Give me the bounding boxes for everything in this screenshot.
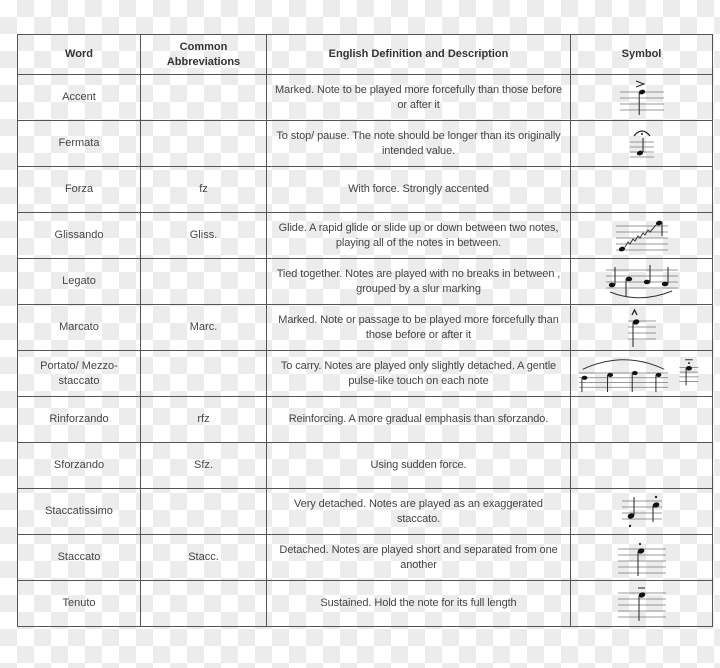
word-cell: Fermata (18, 121, 141, 167)
table-row (18, 305, 713, 351)
table-row (18, 535, 713, 581)
symbol-cell (571, 351, 713, 397)
table-row (18, 75, 713, 121)
table-row (18, 351, 713, 397)
word-cell: Glissando (18, 213, 141, 259)
definition-cell: Tied together. Notes are played with no breaks in between , grouped by a slur marking (267, 259, 571, 305)
symbol-cell (571, 397, 713, 443)
word-cell: Tenuto (18, 581, 141, 627)
word-cell: Marcato (18, 305, 141, 351)
header-definition: English Definition and Description (267, 35, 571, 75)
definition-cell: Marked. Note or passage to be played more forcefully than those before or after it (267, 305, 571, 351)
accent-note-icon (614, 78, 670, 118)
music-terms-table (17, 34, 713, 627)
definition-cell: Glide. A rapid glide or slide up or down between two notes, playing all of the notes in between. (267, 213, 571, 259)
symbol-cell (571, 167, 713, 213)
table-row (18, 581, 713, 627)
table-row (18, 167, 713, 213)
table-row (18, 443, 713, 489)
abbrev-cell: Gliss. (141, 213, 267, 259)
definition-cell: Reinforcing. A more gradual emphasis than sforzando. (267, 397, 571, 443)
portato-icon (577, 353, 706, 395)
word-cell: Accent (18, 75, 141, 121)
abbrev-cell (141, 75, 267, 121)
definition-cell: Using sudden force. (267, 443, 571, 489)
table-row (18, 213, 713, 259)
abbrev-cell (141, 581, 267, 627)
definition-cell: To stop/ pause. The note should be longer than its originally intended value. (267, 121, 571, 167)
definition-cell: With force. Strongly accented (267, 167, 571, 213)
header-word: Word (18, 35, 141, 75)
word-cell: Rinforzando (18, 397, 141, 443)
marcato-note-icon (622, 307, 662, 349)
legato-slur-icon (602, 262, 682, 302)
header-row (18, 35, 713, 75)
word-cell: Legato (18, 259, 141, 305)
symbol-cell (571, 581, 713, 627)
table-row (18, 259, 713, 305)
abbrev-cell: rfz (141, 397, 267, 443)
glissando-icon (610, 216, 674, 256)
definition-cell: Marked. Note to be played more forcefully than those before or after it (267, 75, 571, 121)
definition-cell: Sustained. Hold the note for its full length (267, 581, 571, 627)
abbrev-cell (141, 259, 267, 305)
table-row (18, 121, 713, 167)
header-abbreviations: Common Abbreviations (141, 35, 267, 75)
word-cell: Staccatissimo (18, 489, 141, 535)
table-row (18, 397, 713, 443)
fermata-note-icon (622, 124, 662, 164)
tenuto-note-icon (612, 583, 672, 625)
abbrev-cell: Marc. (141, 305, 267, 351)
table-row (18, 489, 713, 535)
word-cell: Staccato (18, 535, 141, 581)
word-cell: Portato/ Mezzo-staccato (18, 351, 141, 397)
symbol-cell (571, 535, 713, 581)
symbol-cell (571, 75, 713, 121)
symbol-cell (571, 443, 713, 489)
word-cell: Forza (18, 167, 141, 213)
staccato-note-icon (612, 537, 672, 579)
definition-cell: Detached. Notes are played short and separated from one another (267, 535, 571, 581)
abbrev-cell (141, 489, 267, 535)
abbrev-cell (141, 121, 267, 167)
symbol-cell (571, 121, 713, 167)
definition-cell: Very detached. Notes are played as an exaggerated staccato. (267, 489, 571, 535)
definition-cell: To carry. Notes are played only slightly detached. A gentle pulse-like touch on each note (267, 351, 571, 397)
abbrev-cell: fz (141, 167, 267, 213)
symbol-cell (571, 259, 713, 305)
symbol-cell (571, 213, 713, 259)
abbrev-cell: Stacc. (141, 535, 267, 581)
word-cell: Sforzando (18, 443, 141, 489)
symbol-cell (571, 489, 713, 535)
abbrev-cell: Sfz. (141, 443, 267, 489)
header-symbol: Symbol (571, 35, 713, 75)
symbol-cell (571, 305, 713, 351)
staccatissimo-icon (614, 491, 670, 533)
abbrev-cell (141, 351, 267, 397)
